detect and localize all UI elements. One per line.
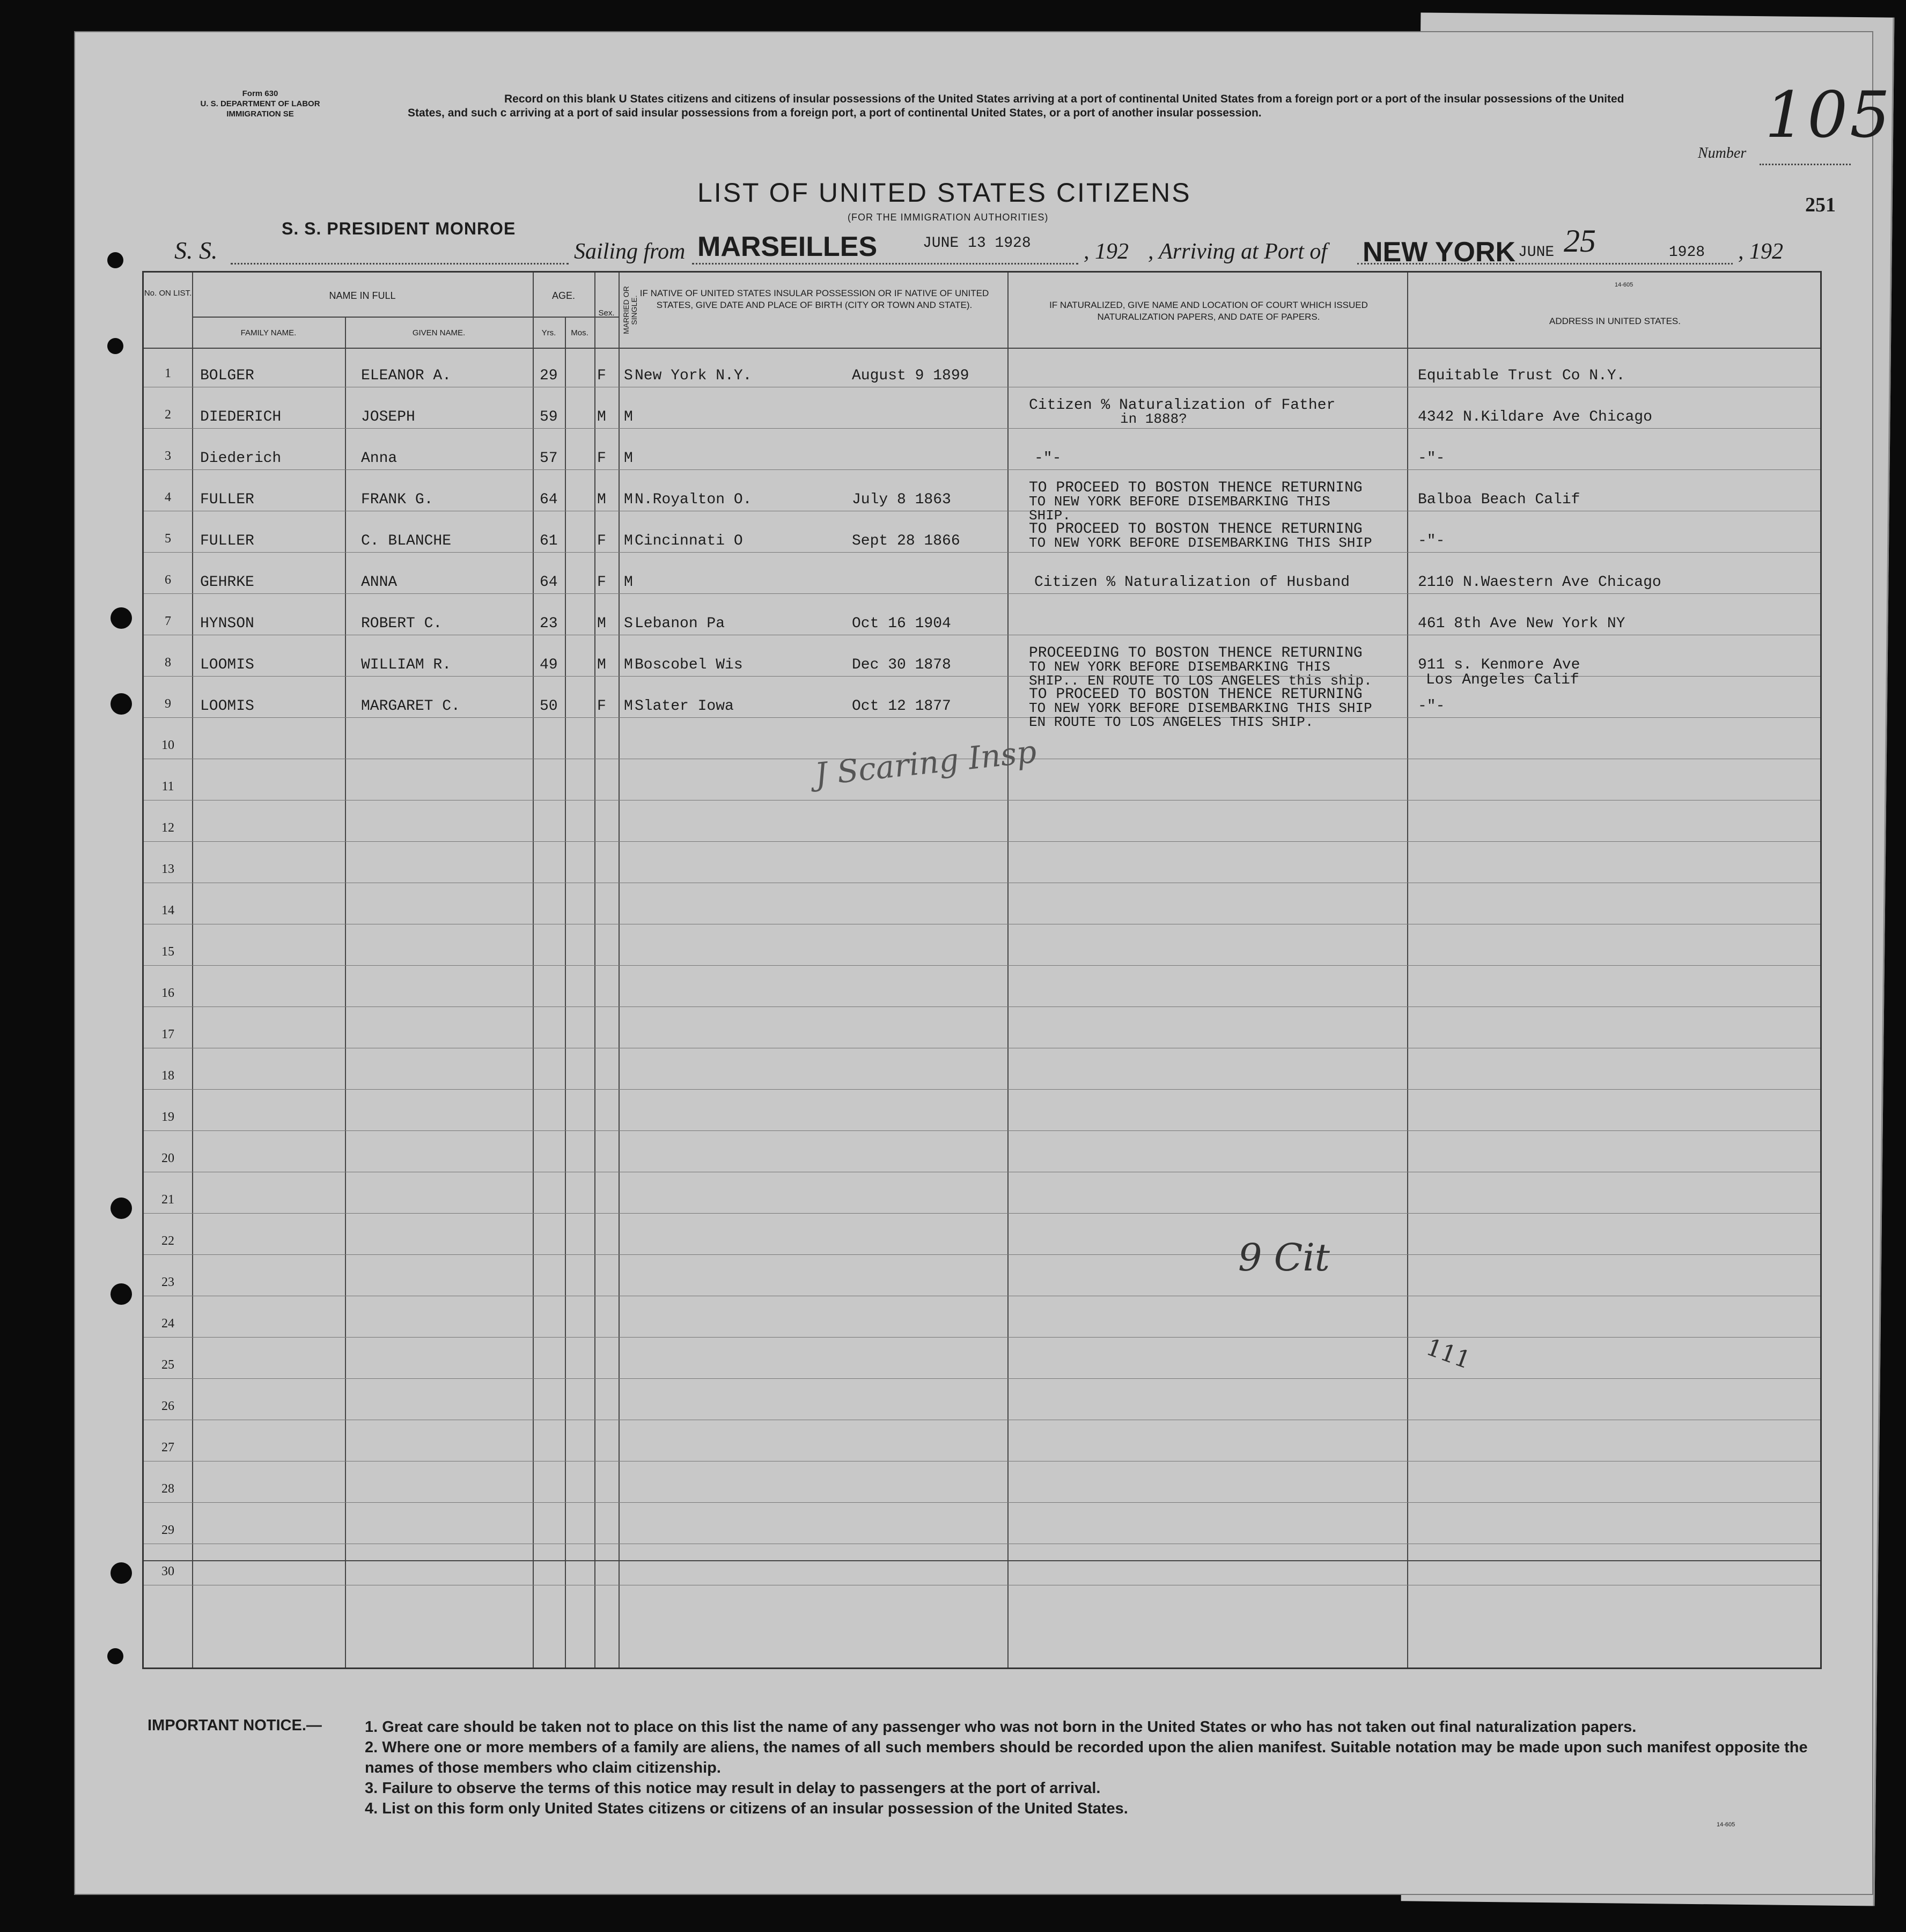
document-title: LIST OF UNITED STATES CITIZENS [697,178,1191,208]
given-name-cell: MARGARET C. [361,698,460,715]
marital-status-cell: S [624,368,633,384]
address-cell-continued: Los Angeles Calif [1426,672,1579,688]
row-rule [144,965,1820,966]
row-number: 20 [161,1151,174,1165]
row-rule [144,593,1820,594]
sex-cell: F [597,368,606,384]
sex-cell: M [597,409,606,425]
family-name-cell: HYNSON [200,615,254,632]
marital-status-cell: M [624,657,633,673]
row-number: 11 [161,780,174,794]
punch-hole [107,252,123,268]
year-printed: , 192 [1084,239,1129,264]
row-rule [144,1378,1820,1379]
row-number: 29 [161,1523,174,1537]
birthplace-cell: N.Royalton O. [635,491,752,508]
year-printed: , 192 [1738,239,1783,264]
naturalization-cell-continued: TO NEW YORK BEFORE DISEMBARKING THIS [1029,659,1330,675]
sex-cell: F [597,450,606,467]
table-bottom-rule [144,1560,1820,1561]
birthplace-cell: Slater Iowa [635,698,734,715]
header-family-name: FAMILY NAME. [240,328,297,337]
family-name-cell: GEHRKE [200,574,254,591]
row-rule [144,1089,1820,1090]
age-cell: 49 [540,657,558,673]
naturalization-cell: -"- [1034,450,1062,467]
address-cell: 4342 N.Kildare Ave Chicago [1418,409,1652,425]
age-cell: 61 [540,533,558,549]
row-number: 8 [165,656,171,670]
number-underline [1760,164,1851,165]
notice-2: 2. Where one or more members of a family are aliens, the names of all such members should be recorded upon the alien manifest. Suitable notation may be made upon such manifest opposite the names of those members who claim citizenship. [365,1739,1808,1776]
arriving-label: , Arriving at Port of [1148,239,1328,264]
header-name-in-full: NAME IN FULL [329,290,396,301]
row-number: 16 [161,986,174,1000]
punch-hole [111,607,132,629]
arrival-port: NEW YORK [1363,237,1516,268]
marital-status-cell: M [624,574,633,591]
address-cell: Equitable Trust Co N.Y. [1418,368,1625,384]
service-name: IMMIGRATION SE [226,109,294,119]
birthdate-cell: July 8 1863 [852,491,951,508]
header-address: ADDRESS IN UNITED STATES. [1549,316,1681,326]
notice-3: 3. Failure to observe the terms of this notice may result in delay to passengers at the port of arrival. [365,1780,1101,1797]
naturalization-cell: TO PROCEED TO BOSTON THENCE RETURNING [1029,521,1363,538]
age-cell: 50 [540,698,558,715]
age-cell: 23 [540,615,558,632]
row-rule [144,469,1820,470]
naturalization-cell: Citizen % Naturalization of Husband [1034,574,1350,591]
row-rule [144,552,1820,553]
given-name-cell: ROBERT C. [361,615,443,632]
column-rule [192,273,193,1667]
count-annotation: 9 Cit [1238,1236,1330,1280]
naturalization-cell-continued: EN ROUTE TO LOS ANGELES THIS SHIP. [1029,714,1314,730]
header-rule [144,348,1820,349]
inspector-signature: J Scaring Insp [813,733,1039,793]
header-rule [192,317,619,318]
header-months: Mos. [571,328,588,337]
row-number: 6 [165,573,171,587]
family-name-cell: Diederich [200,450,282,467]
notice-1: 1. Great care should be taken not to place on this list the name of any passenger who was not born in the United States or who has not taken out final naturalization papers. [365,1718,1637,1736]
arrival-month: JUNE [1518,244,1555,261]
address-cell: 461 8th Ave New York NY [1418,615,1625,632]
column-rule [619,273,620,1667]
header-years: Yrs. [541,328,556,337]
address-cell: -"- [1418,533,1445,549]
punch-hole [111,1198,132,1219]
given-name-cell: ANNA [361,574,398,591]
column-rule [594,273,595,1667]
row-rule [144,428,1820,429]
header-no-on-list: No. ON LIST. [144,289,192,298]
sex-cell: M [597,491,606,508]
sex-cell: F [597,533,606,549]
birthdate-cell: Oct 16 1904 [852,615,951,632]
column-rule [565,317,566,1667]
row-number: 4 [165,490,171,504]
row-rule [144,717,1820,718]
family-name-cell: DIEDERICH [200,409,282,425]
given-name-cell: Anna [361,450,398,467]
arrival-date [1518,244,1705,261]
naturalization-cell-continued: SHIP.. EN ROUTE TO LOS ANGELES this ship. [1029,673,1372,689]
form-number: Form 630 [242,89,278,98]
form-identifier [134,89,386,119]
age-cell: 57 [540,450,558,467]
sex-cell: M [597,657,606,673]
address-cell: 911 s. Kenmore Ave [1418,657,1580,673]
naturalization-cell-continued: TO NEW YORK BEFORE DISEMBARKING THIS SHIP [1029,535,1372,551]
page-number: 251 [1805,194,1836,216]
birthdate-cell: August 9 1899 [852,368,969,384]
naturalization-cell-continued: in 1888? [1120,411,1187,427]
age-cell: 64 [540,491,558,508]
naturalization-cell: TO PROCEED TO BOSTON THENCE RETURNING [1029,686,1363,703]
row-number: 19 [161,1110,174,1124]
birthdate-cell: Sept 28 1866 [852,533,960,549]
row-number: 26 [161,1399,174,1413]
punch-hole [111,1562,132,1584]
header-sex: Sex. [598,308,615,318]
marital-status-cell: S [624,615,633,632]
row-number: 27 [161,1441,174,1454]
notice-4: 4. List on this form only United States citizens or citizens of an insular possession of the United States. [365,1800,1128,1817]
given-name-cell: FRANK G. [361,491,433,508]
marital-status-cell: M [624,533,633,549]
naturalization-cell: PROCEEDING TO BOSTON THENCE RETURNING [1029,645,1363,662]
header-age: AGE. [551,290,575,301]
row-number: 13 [161,862,174,876]
row-number: 23 [161,1275,174,1289]
arrival-year: 1928 [1668,244,1705,261]
header-married-single: MARRIED OR SINGLE. [622,286,638,334]
ship-underline [231,263,569,265]
age-cell: 59 [540,409,558,425]
row-number: 2 [165,408,171,422]
row-number: 21 [161,1193,174,1207]
punch-hole [111,1283,132,1305]
address-cell: -"- [1418,450,1445,467]
number-label: Number [1698,145,1747,161]
birthdate-cell: Dec 30 1878 [852,657,951,673]
punch-hole [107,338,123,354]
sex-cell: F [597,698,606,715]
address-cell: Balboa Beach Calif [1418,491,1580,508]
row-number: 17 [161,1027,174,1041]
age-cell: 29 [540,368,558,384]
sex-cell: F [597,574,606,591]
sailing-port: MARSEILLES [697,231,878,262]
arrival-underline [1357,263,1733,265]
manifest-sheet [75,32,1893,1894]
column-rule [345,317,346,1667]
row-number: 28 [161,1482,174,1496]
document-subtitle: (FOR THE IMMIGRATION AUTHORITIES) [848,212,1049,223]
ss-label: S. S. [174,237,218,264]
address-cell: -"- [1418,698,1445,715]
birthdate-cell: Oct 12 1877 [852,698,951,715]
sex-cell: M [597,615,606,632]
footer-print-mark: 14-605 [1717,1821,1735,1828]
naturalization-cell: TO PROCEED TO BOSTON THENCE RETURNING [1029,480,1363,496]
naturalization-cell-continued: TO NEW YORK BEFORE DISEMBARKING THIS SHIP [1029,700,1372,716]
row-number: 9 [165,697,171,711]
given-name-cell: JOSEPH [361,409,415,425]
row-rule [144,1337,1820,1338]
row-number: 30 [161,1564,174,1578]
row-rule [144,841,1820,842]
given-name-cell: C. BLANCHE [361,533,452,549]
marital-status-cell: M [624,698,633,715]
family-name-cell: LOOMIS [200,657,254,673]
row-number: 15 [161,945,174,959]
naturalization-cell-continued: TO NEW YORK BEFORE DISEMBARKING THIS [1029,494,1330,510]
row-number: 14 [161,903,174,917]
row-number: 5 [165,532,171,546]
age-cell: 64 [540,574,558,591]
family-name-cell: LOOMIS [200,698,254,715]
ship-name: S. S. PRESIDENT MONROE [282,219,516,238]
family-name-cell: FULLER [200,533,254,549]
family-name-cell: BOLGER [200,368,254,384]
column-rule [533,273,534,1667]
header-given-name: GIVEN NAME. [412,328,466,337]
marital-status-cell: M [624,491,633,508]
row-number: 10 [161,738,174,752]
punch-hole [107,1648,123,1664]
row-rule [144,1130,1820,1131]
row-number: 24 [161,1317,174,1331]
header-naturalization: IF NATURALIZED, GIVE NAME AND LOCATION OF COURT WHICH ISSUED NATURALIZATION PAPERS, AND DATE OF PAPERS. [1049,300,1368,322]
arrival-day: 25 [1564,223,1596,259]
row-rule [144,1502,1820,1503]
given-name-cell: WILLIAM R. [361,657,452,673]
row-number: 1 [165,366,171,380]
row-number: 12 [161,821,174,835]
row-number: 7 [165,614,171,628]
row-number: 3 [165,449,171,463]
birthplace-cell: New York N.Y. [635,368,752,384]
naturalization-cell: Citizen % Naturalization of Father [1029,397,1336,414]
punch-hole [111,693,132,715]
birthplace-cell: Cincinnati O [635,533,743,549]
header-birthplace: IF NATIVE OF UNITED STATES INSULAR POSSESSION OR IF NATIVE OF UNITED STATES, GIVE DATE AND PLACE OF BIRTH (CITY OR TOWN AND STATE). [639,288,989,310]
column-rule [1007,273,1009,1667]
sailing-from-label: Sailing from [574,239,686,264]
record-instructions: Record on this blank U States citizens and citizens of insular possessions of the United States arriving at a port of continental United States from a foreign port or a port of the insular possessions of the United States, and such c arriving at a port of said insular possessions from a foreign port, a port of continental United States, or a port of another insular possession. [408,93,1624,119]
print-mark: 14-605 [1615,282,1633,288]
naturalization-cell-continued: SHIP. [1029,508,1071,524]
row-number: 25 [161,1358,174,1372]
row-rule [144,1254,1820,1255]
list-number: 105 [1765,78,1893,152]
department-name: U. S. DEPARTMENT OF LABOR [200,99,320,108]
family-name-cell: FULLER [200,491,254,508]
tally-mark: 111 [1422,1333,1475,1375]
sailing-date: JUNE 13 1928 [923,235,1031,252]
notice-title: IMPORTANT NOTICE.— [148,1717,322,1734]
birthplace-cell: Boscobel Wis [635,657,743,673]
column-rule [1407,273,1408,1667]
passenger-table [142,271,1822,1669]
marital-status-cell: M [624,409,633,425]
address-cell: 2110 N.Waestern Ave Chicago [1418,574,1661,591]
given-name-cell: ELEANOR A. [361,368,452,384]
row-rule [144,1213,1820,1214]
birthplace-cell: Lebanon Pa [635,615,725,632]
row-number: 22 [161,1234,174,1248]
sailing-underline [692,263,1078,265]
row-number: 18 [161,1069,174,1083]
marital-status-cell: M [624,450,633,467]
